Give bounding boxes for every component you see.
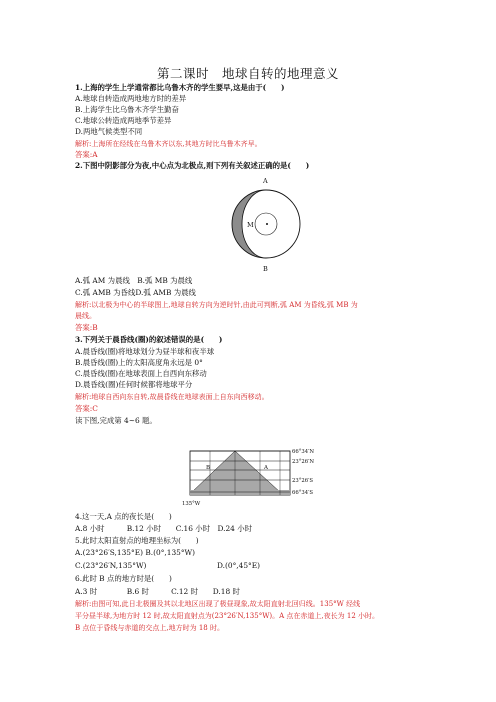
label-m: M	[247, 221, 254, 229]
q4-options: A.8 小时 B.12 小时 C.16 小时 D.24 小时	[75, 524, 253, 533]
q2-solution-line2: 晨线。	[75, 312, 96, 320]
q6-solution-line2: 平分昼半球,为地方时 12 时,故太阳直射点为(23°26′N,135°W)。A 点在赤道上,夜长为 12 小时。	[75, 612, 379, 620]
q2-solution-line1: 解析:以北极为中心的半球图上,地球自转方向为逆时针,由此可判断,弧 AM 为昏线,弧 MB 为	[75, 301, 358, 309]
q1-solution: 解析:上海所在经线在乌鲁木齐以东,其地方时比乌鲁木齐早。	[75, 140, 262, 148]
day-night-circle-figure	[230, 172, 302, 274]
q1-option-d: D.两地气候类型不同	[75, 127, 143, 136]
q2-options-ab: A.弧 AM 为晨线 B.弧 MB 为晨线	[75, 276, 193, 285]
bottom-shade	[190, 490, 290, 495]
q1-option-a: A.地球自转造成两地地方时的差异	[75, 94, 187, 103]
q6-solution-line1: 解析:由图可知,此日北极圈及其以北地区出现了极昼现象,故太阳直射北回归线。135°W 经线	[75, 600, 361, 608]
q2-answer: 答案:B	[75, 323, 98, 332]
lat-label-3: 23°26′S	[292, 478, 313, 484]
q3-stem: 3.下列关于晨昏线(圈)的叙述错误的是( )	[75, 335, 223, 344]
q5-stem: 5.此时太阳直射点的地理坐标为( )	[75, 536, 199, 545]
latitude-map-figure	[180, 446, 336, 512]
q1-answer: 答案:A	[75, 150, 98, 159]
page-title: 第二课时 地球自转的地理意义	[156, 66, 339, 81]
q1-stem: 1.上海的学生上学通常都比乌鲁木齐的学生要早,这是由于( )	[75, 83, 285, 92]
q6-stem: 6.此时 B 点的地方时是( )	[75, 574, 172, 583]
point-a-label: A	[264, 465, 268, 471]
point-b-label: B	[206, 465, 211, 471]
pole-dot	[266, 223, 268, 225]
q1-option-c: C.地球公转造成两地季节差异	[75, 116, 172, 125]
q6-options: A.3 时 B.6 时 C.12 时 D.18 时	[75, 587, 240, 596]
q3-solution: 解析:地球自西向东自转,故晨昏线在地球表面上自东向西移动。	[75, 393, 269, 401]
lat-label-2: 23°26′N	[292, 459, 314, 465]
q3-option-c: C.晨昏线(圈)在地球表面上自西向东移动	[75, 369, 207, 378]
lat-label-4: 66°34′S	[292, 490, 313, 496]
daylight-triangle	[192, 451, 280, 492]
label-a: A	[263, 177, 268, 185]
group-intro: 读下图,完成第 4~6 题。	[75, 416, 157, 425]
q2-options-cd: C.弧 AMB 为昏线D.弧 AMB 为晨线	[75, 288, 196, 297]
q5-option-c: C.(23°26′N,135°W)	[75, 561, 147, 570]
q3-answer: 答案:C	[75, 404, 98, 413]
q1-option-b: B.上海学生比乌鲁木齐学生勤奋	[75, 105, 179, 114]
lon-label: 135°W	[182, 501, 201, 507]
q2-stem: 2.下图中阴影部分为夜,中心点为北极点,则下列有关叙述正确的是( )	[75, 161, 310, 170]
q3-option-d: D.晨昏线(圈)任何时候都将地球平分	[75, 380, 193, 389]
q6-solution-line3: B 点位于昏线与赤道的交点上,地方时为 18 时。	[75, 624, 224, 632]
lat-label-1: 66°34′N	[292, 449, 314, 455]
label-b: B	[263, 265, 268, 273]
q5-option-d: D.(0°,45°E)	[217, 561, 261, 570]
q3-option-a: A.晨昏线(圈)将地球划分为昼半球和夜半球	[75, 347, 215, 356]
q3-option-b: B.晨昏线(圈)上的太阳高度角永远是 0°	[75, 358, 203, 367]
q5-options-ab: A.(23°26′S,135°E) B.(0°,135°W)	[75, 548, 196, 557]
q4-stem: 4.这一天,A 点的夜长是( )	[75, 512, 172, 521]
